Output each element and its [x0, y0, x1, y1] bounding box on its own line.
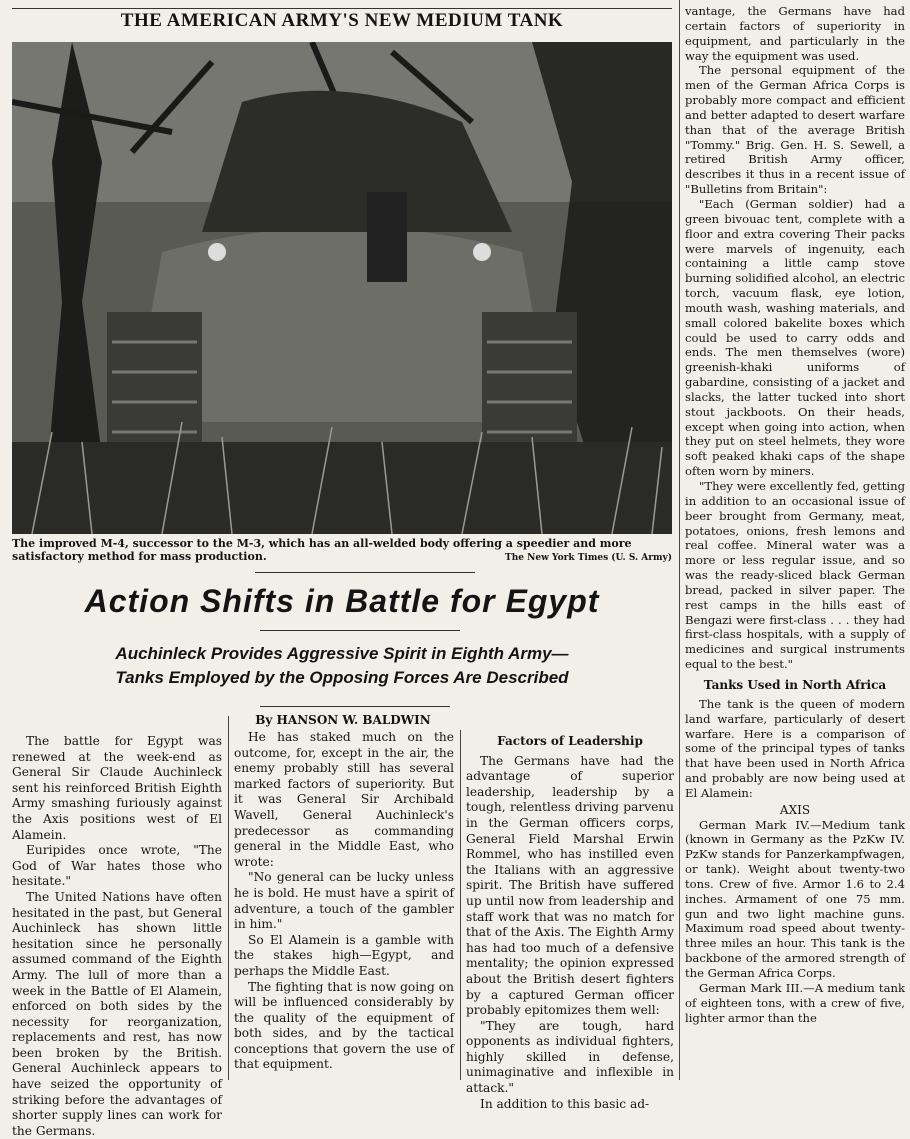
- article-headline: Action Shifts in Battle for Egypt: [84, 583, 600, 619]
- paragraph: Euripides once wrote, "The God of War hates those who hesitate.": [12, 843, 222, 889]
- column-3: [466, 734, 674, 1112]
- column-rule-1: [228, 716, 229, 1080]
- paragraph: In addition to this basic ad-: [480, 1096, 650, 1111]
- paragraph: "They are tough, hard opponents as individual fighters, highly skilled in defense, unimaginative and inflexible in attack.": [466, 1018, 674, 1096]
- photo-caption: The improved M-4, successor to the M-3, which has an all-welded body offering a speedier and more satisfactory method for mass production.: [12, 537, 632, 563]
- paragraph: German Mark III.—A medium tank of eighteen tons, with a crew of five, lighter armor than the: [685, 980, 905, 1025]
- paragraph: "Each (German soldier) had a green bivouac tent, complete with a floor and extra covering Their packs were marvels of ingenuity, each containing a little camp stove burning solidified alcohol, an electric torch, vacuum flask, eye lotion, mouth wash, washing materials, and small colored bakelite boxes which could be used to carry odds and ends. The men themselves (wore) greenish-khaki uniforms of gabardine, consisting of a jacket and slacks, the latter tucked into short stout jackboots. On their heads, except when going into action, when they put on steel helmets, they wore soft peaked khaki caps of the shape often worn by miners.: [685, 196, 905, 479]
- subhead-factors-of-leadership: Factors of Leadership: [497, 734, 643, 748]
- paragraph: The Germans have had the advantage of superior leadership, leadership by a tough, relentless driving parvenu in the German officers corps, General Field Marshal Erwin Rommel, who has instilled even the Italians with an aggressive spirit. The British have suffered up until now from leadership and staff work that was no match for that of the Axis. The Eighth Army has had too much of a defensive mentality; the opinion expressed about the British desert fighters by a captured German officer probably epitomizes them well:: [466, 753, 674, 1018]
- column-rule-3: [679, 0, 680, 1080]
- paragraph: German Mark IV.—Medium tank (known in Germany as the PzKw IV. PzKw stands for Panzerkampfwagen, or tank). Weight about twenty-two tons. Crew of five. Armor 1.6 to 2.4 inches. Armament of one 75 mm. gun and two light machine guns. Maximum road speed about twenty-three miles an hour. This tank is the backbone of the armored strength of the German Africa Corps.: [685, 817, 905, 980]
- photo-headline: THE AMERICAN ARMY'S NEW MEDIUM TANK: [120, 10, 564, 31]
- axis-label: AXIS: [779, 802, 811, 817]
- column-4: [685, 4, 905, 1025]
- column-2: [234, 730, 454, 1073]
- headline-rule: [255, 572, 475, 573]
- deck-rule: [260, 630, 460, 631]
- paragraph: The battle for Egypt was renewed at the week-end as General Sir Claude Auchinleck sent his reinforced British Eighth Army smashing furiously against the Axis positions west of El Alamein.: [12, 734, 222, 842]
- subhead-tanks-used: Tanks Used in North Africa: [703, 677, 887, 692]
- photo-credit: The New York Times (U. S. Army): [505, 553, 672, 563]
- paragraph: The tank is the queen of modern land warfare, particularly of desert warfare. Here is a comparison of some of the principal types of tanks that have been used in North Africa and probably are now being used at El Alamein:: [685, 696, 905, 800]
- tank-photo: [12, 42, 672, 534]
- paragraph: The personal equipment of the men of the German Africa Corps is probably more compact and efficient and better adapted to desert warfare than that of the average British "Tommy." Brig. Gen. H. S. Sewell, a retired British Army officer, describes it thus in a recent issue of "Bulletins from Britain":: [685, 63, 905, 197]
- column-1: [12, 734, 222, 1139]
- column-rule-2: [460, 730, 461, 1080]
- deck-line-2: Tanks Employed by the Opposing Forces Are Described: [115, 668, 569, 687]
- paragraph: The United Nations have often hesitated in the past, but General Auchinleck has shown little hesitation since he personally assumed command of the Eighth Army. The lull of more than a week in the Battle of El Alamein, enforced on both sides by the necessity for reorganization, replacements and rest, has now been broken by the British. General Auchinleck appears to have seized the opportunity of striking before the advantages of shorter supply lines can work for the Germans.: [12, 889, 222, 1138]
- article-deck: [12, 642, 672, 690]
- byline-rule: [260, 706, 450, 707]
- paragraph: The fighting that is now going on will be influenced considerably by the quality of the equipment of both sides, and by the tactical conceptions that govern the use of that equipment.: [234, 979, 454, 1072]
- paragraph: So El Alamein is a gamble with the stakes high—Egypt, and perhaps the Middle East.: [234, 932, 454, 978]
- tank-illustration: [12, 42, 672, 534]
- paragraph: "They were excellently fed, getting in addition to an occasional issue of beer brought from Germany, meat, potatoes, onions, fresh lemons and real coffee. Mineral water was a more or less regular issue, and so was the ready-sliced black German bread, packed in silver paper. The rest camps in the hills east of Bengazi were first-class . . . they had first-class hospitals, with a supply of medicines and surgical instruments equal to the best.": [685, 479, 905, 672]
- paragraph: vantage, the Germans have had certain factors of superiority in equipment, and particularly in the way the equipment was used.: [685, 4, 905, 63]
- paragraph: He has staked much on the outcome, for, except in the air, the enemy probably still has several marked factors of superiority. But it was General Sir Archibald Wavell, General Auchinleck's predecessor as commanding general in the Middle East, who wrote:: [234, 730, 454, 869]
- deck-line-1: Auchinleck Provides Aggressive Spirit in Eighth Army—: [115, 644, 569, 663]
- photo-top-rule: [12, 8, 672, 9]
- byline: By HANSON W. BALDWIN: [255, 713, 431, 727]
- paragraph: "No general can be lucky unless he is bold. He must have a spirit of adventure, a touch of the gambler in him.": [234, 870, 454, 932]
